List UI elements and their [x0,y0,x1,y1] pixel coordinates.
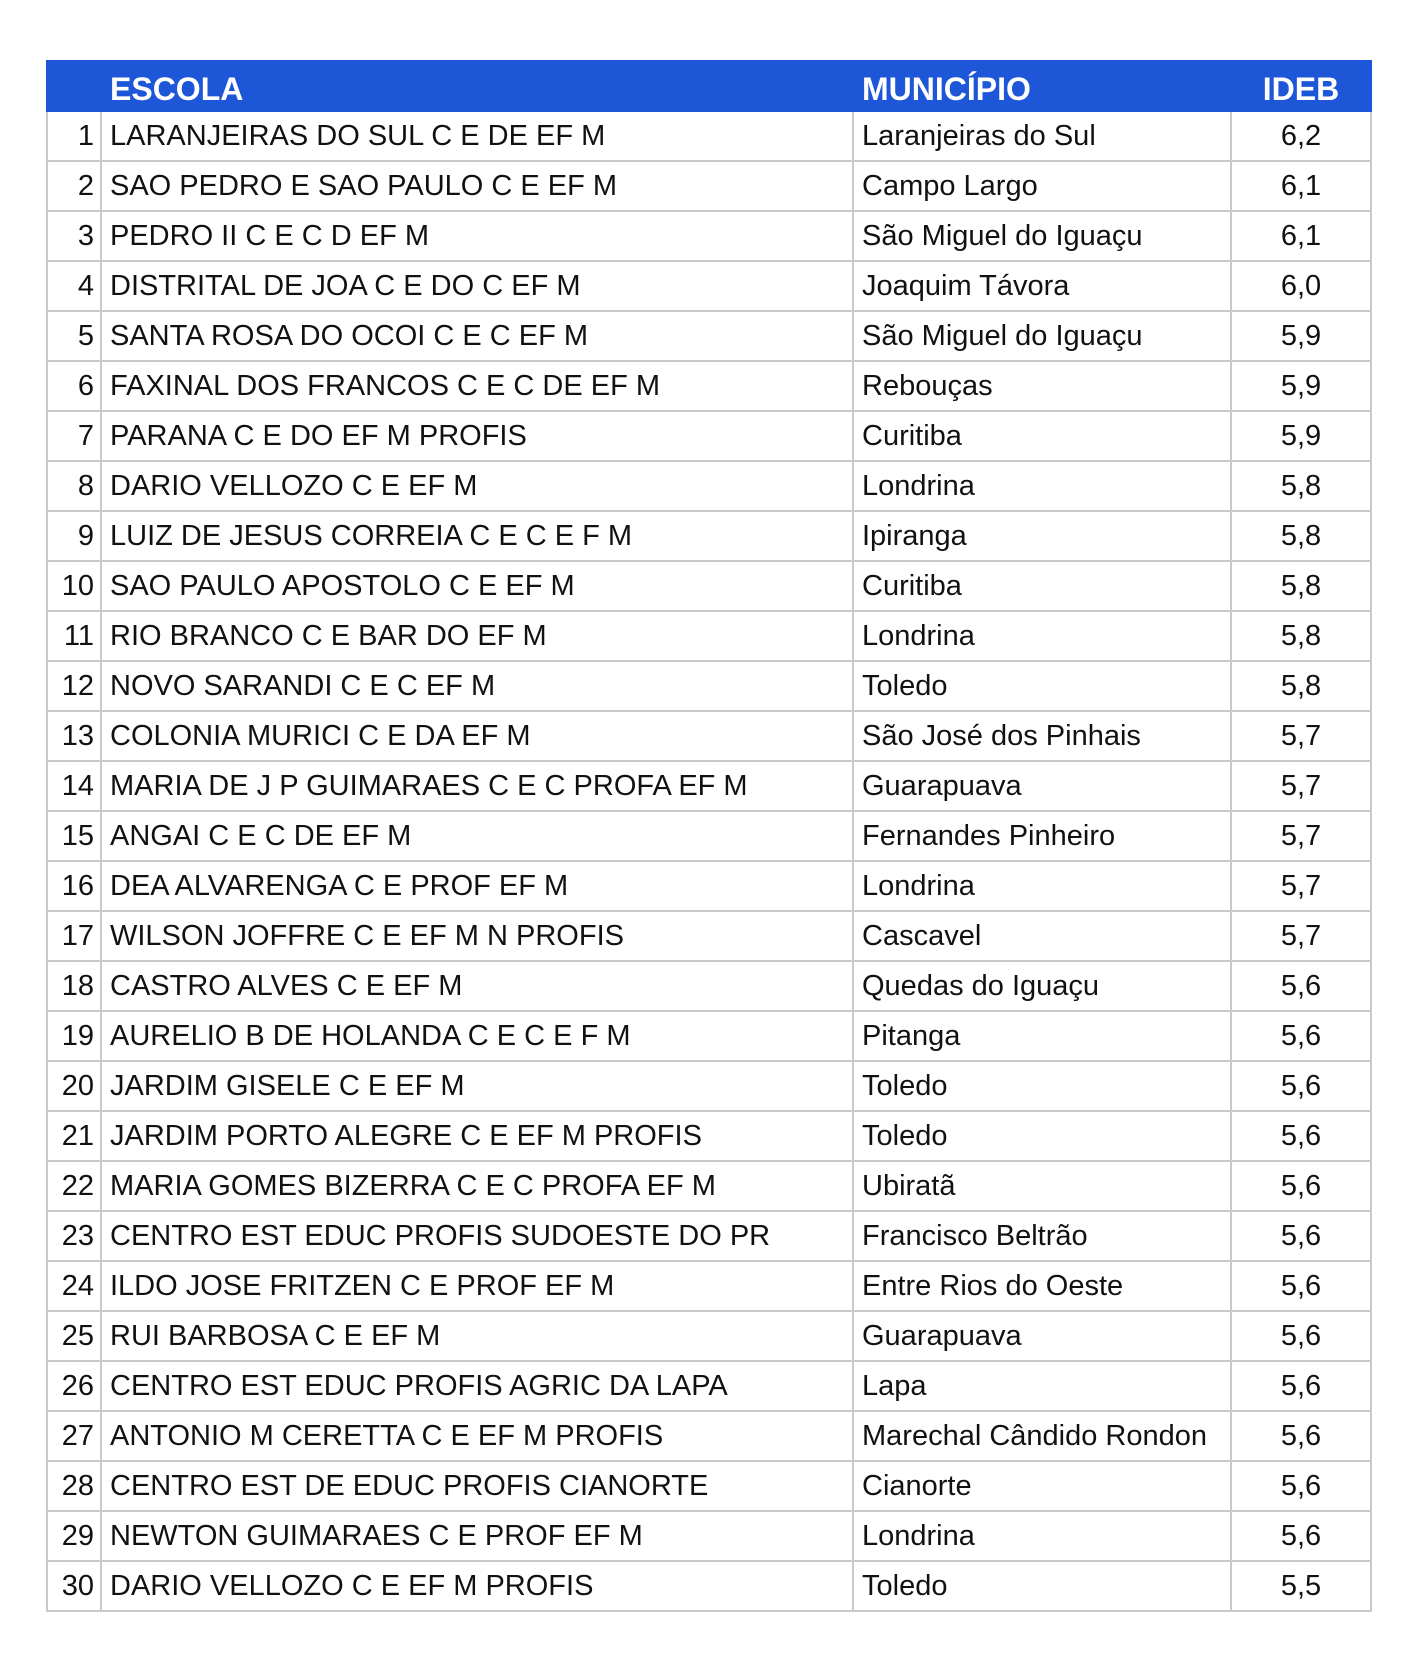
row-number: 3 [47,211,101,261]
school-name: DISTRITAL DE JOA C E DO C EF M [101,261,853,311]
row-number: 21 [47,1111,101,1161]
ideb-score: 5,9 [1231,411,1371,461]
ideb-score: 5,6 [1231,1411,1371,1461]
table-row [47,861,1371,911]
ideb-score: 5,7 [1231,711,1371,761]
row-number: 16 [47,861,101,911]
header-escola: ESCOLA [101,61,853,111]
ideb-score: 5,7 [1231,811,1371,861]
table-row [47,1111,1371,1161]
row-number: 9 [47,511,101,561]
row-number: 25 [47,1311,101,1361]
school-name: WILSON JOFFRE C E EF M N PROFIS [101,911,853,961]
table-row [47,211,1371,261]
table-row [47,1561,1371,1611]
table-row [47,511,1371,561]
school-name: JARDIM GISELE C E EF M [101,1061,853,1111]
ideb-score: 5,6 [1231,1011,1371,1061]
municipality: Cascavel [853,911,1231,961]
municipality: Londrina [853,861,1231,911]
ideb-score: 5,8 [1231,611,1371,661]
header-row [47,61,1371,111]
municipality: Joaquim Távora [853,261,1231,311]
row-number: 11 [47,611,101,661]
school-name: MARIA GOMES BIZERRA C E C PROFA EF M [101,1161,853,1211]
municipality: São Miguel do Iguaçu [853,311,1231,361]
municipality: Curitiba [853,561,1231,611]
row-number: 13 [47,711,101,761]
row-number: 20 [47,1061,101,1111]
ideb-ranking-table [46,60,1372,1612]
ideb-score: 5,6 [1231,1261,1371,1311]
school-name: CENTRO EST DE EDUC PROFIS CIANORTE [101,1461,853,1511]
school-name: PARANA C E DO EF M PROFIS [101,411,853,461]
school-name: RUI BARBOSA C E EF M [101,1311,853,1361]
school-name: PEDRO II C E C D EF M [101,211,853,261]
school-name: CENTRO EST EDUC PROFIS SUDOESTE DO PR [101,1211,853,1261]
row-number: 8 [47,461,101,511]
school-name: ILDO JOSE FRITZEN C E PROF EF M [101,1261,853,1311]
row-number: 23 [47,1211,101,1261]
school-name: JARDIM PORTO ALEGRE C E EF M PROFIS [101,1111,853,1161]
school-name: SAO PEDRO E SAO PAULO C E EF M [101,161,853,211]
school-name: NOVO SARANDI C E C EF M [101,661,853,711]
table-row [47,1511,1371,1561]
table-body [47,111,1371,1611]
table-row [47,1311,1371,1361]
table-row [47,661,1371,711]
table-row [47,1261,1371,1311]
table-row [47,761,1371,811]
municipality: Francisco Beltrão [853,1211,1231,1261]
row-number: 14 [47,761,101,811]
municipality: Entre Rios do Oeste [853,1261,1231,1311]
ideb-score: 5,6 [1231,1311,1371,1361]
municipality: Ubiratã [853,1161,1231,1211]
municipality: São José dos Pinhais [853,711,1231,761]
table-row [47,1061,1371,1111]
municipality: Cianorte [853,1461,1231,1511]
ideb-score: 5,7 [1231,911,1371,961]
row-number: 15 [47,811,101,861]
row-number: 24 [47,1261,101,1311]
table-row [47,361,1371,411]
school-name: DARIO VELLOZO C E EF M [101,461,853,511]
table-row [47,261,1371,311]
municipality: Lapa [853,1361,1231,1411]
row-number: 4 [47,261,101,311]
table-row [47,1361,1371,1411]
ideb-score: 5,9 [1231,311,1371,361]
school-name: DEA ALVARENGA C E PROF EF M [101,861,853,911]
municipality: São Miguel do Iguaçu [853,211,1231,261]
school-name: FAXINAL DOS FRANCOS C E C DE EF M [101,361,853,411]
row-number: 2 [47,161,101,211]
school-name: NEWTON GUIMARAES C E PROF EF M [101,1511,853,1561]
row-number: 5 [47,311,101,361]
header-number [47,61,101,111]
municipality: Toledo [853,1561,1231,1611]
municipality: Pitanga [853,1011,1231,1061]
ideb-score: 5,5 [1231,1561,1371,1611]
municipality: Laranjeiras do Sul [853,111,1231,161]
school-name: SAO PAULO APOSTOLO C E EF M [101,561,853,611]
school-name: LUIZ DE JESUS CORREIA C E C E F M [101,511,853,561]
school-name: ANGAI C E C DE EF M [101,811,853,861]
ideb-score: 6,0 [1231,261,1371,311]
table-row [47,561,1371,611]
table-row [47,461,1371,511]
header-ideb: IDEB [1231,61,1371,111]
ideb-score: 5,6 [1231,1361,1371,1411]
table-row [47,1211,1371,1261]
municipality: Toledo [853,1111,1231,1161]
municipality: Londrina [853,611,1231,661]
ideb-score: 6,1 [1231,161,1371,211]
table-row [47,1461,1371,1511]
ideb-score: 5,6 [1231,961,1371,1011]
ideb-score: 5,6 [1231,1511,1371,1561]
ideb-score: 5,6 [1231,1111,1371,1161]
table-row [47,311,1371,361]
ideb-ranking-sheet [46,60,1370,1612]
row-number: 29 [47,1511,101,1561]
row-number: 18 [47,961,101,1011]
municipality: Fernandes Pinheiro [853,811,1231,861]
school-name: LARANJEIRAS DO SUL C E DE EF M [101,111,853,161]
ideb-score: 6,1 [1231,211,1371,261]
school-name: MARIA DE J P GUIMARAES C E C PROFA EF M [101,761,853,811]
municipality: Guarapuava [853,761,1231,811]
municipality: Toledo [853,1061,1231,1111]
row-number: 26 [47,1361,101,1411]
municipality: Curitiba [853,411,1231,461]
table-row [47,911,1371,961]
school-name: COLONIA MURICI C E DA EF M [101,711,853,761]
table-row [47,961,1371,1011]
ideb-score: 5,9 [1231,361,1371,411]
table-row [47,1161,1371,1211]
table-row [47,711,1371,761]
school-name: SANTA ROSA DO OCOI C E C EF M [101,311,853,361]
school-name: DARIO VELLOZO C E EF M PROFIS [101,1561,853,1611]
row-number: 10 [47,561,101,611]
municipality: Quedas do Iguaçu [853,961,1231,1011]
municipality: Toledo [853,661,1231,711]
municipality: Guarapuava [853,1311,1231,1361]
ideb-score: 5,6 [1231,1211,1371,1261]
ideb-score: 5,6 [1231,1461,1371,1511]
table-row [47,111,1371,161]
row-number: 28 [47,1461,101,1511]
ideb-score: 5,6 [1231,1161,1371,1211]
row-number: 27 [47,1411,101,1461]
table-row [47,611,1371,661]
row-number: 30 [47,1561,101,1611]
row-number: 1 [47,111,101,161]
municipality: Ipiranga [853,511,1231,561]
school-name: ANTONIO M CERETTA C E EF M PROFIS [101,1411,853,1461]
municipality: Londrina [853,1511,1231,1561]
ideb-score: 5,7 [1231,861,1371,911]
header-municipio: MUNICÍPIO [853,61,1231,111]
row-number: 7 [47,411,101,461]
ideb-score: 6,2 [1231,111,1371,161]
row-number: 17 [47,911,101,961]
table-row [47,411,1371,461]
table-row [47,161,1371,211]
school-name: AURELIO B DE HOLANDA C E C E F M [101,1011,853,1061]
municipality: Campo Largo [853,161,1231,211]
row-number: 22 [47,1161,101,1211]
ideb-score: 5,8 [1231,661,1371,711]
school-name: RIO BRANCO C E BAR DO EF M [101,611,853,661]
ideb-score: 5,7 [1231,761,1371,811]
school-name: CENTRO EST EDUC PROFIS AGRIC DA LAPA [101,1361,853,1411]
municipality: Marechal Cândido Rondon [853,1411,1231,1461]
table-row [47,811,1371,861]
table-row [47,1011,1371,1061]
ideb-score: 5,8 [1231,461,1371,511]
row-number: 12 [47,661,101,711]
municipality: Londrina [853,461,1231,511]
row-number: 6 [47,361,101,411]
ideb-score: 5,8 [1231,561,1371,611]
ideb-score: 5,8 [1231,511,1371,561]
school-name: CASTRO ALVES C E EF M [101,961,853,1011]
table-row [47,1411,1371,1461]
row-number: 19 [47,1011,101,1061]
ideb-score: 5,6 [1231,1061,1371,1111]
municipality: Rebouças [853,361,1231,411]
